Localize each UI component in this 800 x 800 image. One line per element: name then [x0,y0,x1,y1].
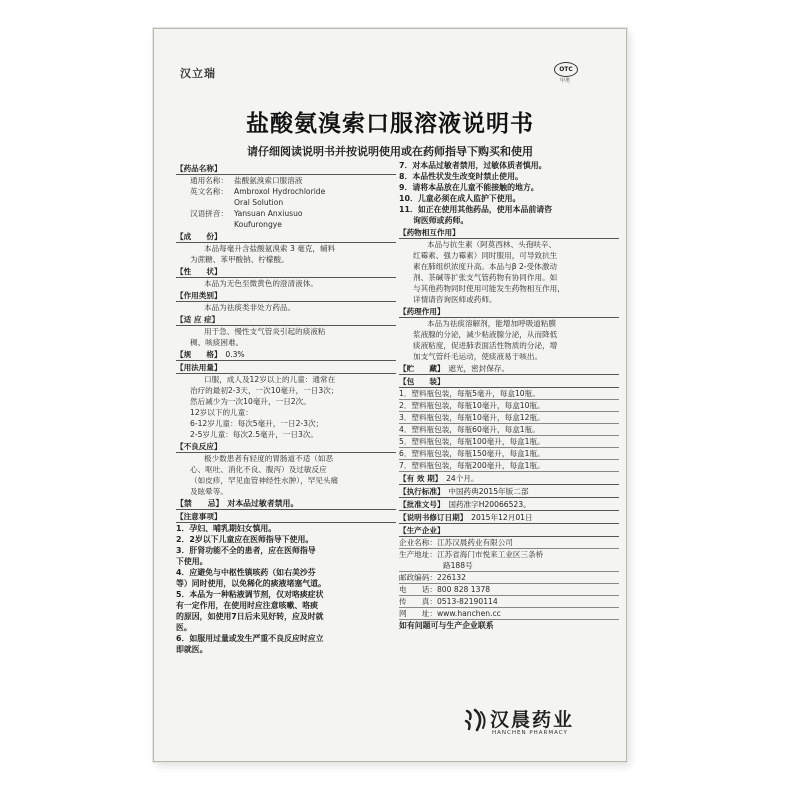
document-subtitle: 请仔细阅读说明书并按说明使用或在药师指导下购买和使用 [247,145,533,158]
section-header-properties: 【性 状】 [176,265,396,278]
text-line: 有一定作用，在使用时应注意咳嗽、咯痰 [176,601,319,610]
field-row [399,537,619,549]
field-row [399,584,619,596]
field-key: 电 话： [399,585,437,594]
text-line: 及眩晕等。 [190,487,228,496]
section-header-manufacturer: 【生产企业】 [399,524,619,537]
right-column [399,160,619,631]
field-value: 江苏汉晨药业有限公司 [436,538,513,547]
text-line: 5．塑料瓶包装，每瓶100毫升，每盒1瓶。 [399,436,619,448]
section-header-composition: 【成 份】 [176,230,396,243]
text-line: 6．如服用过量或发生严重不良反应时应立 [176,634,324,643]
text-line: 11．如正在使用其他药品，使用本品前请咨 [399,205,553,214]
spec-label: 【规 格】 [176,350,218,359]
text-line: 心、呕吐、消化不良、腹泻）及过敏反应 [190,465,327,474]
field-value: 江苏省海门市悦来工业区三条桥 [436,550,544,559]
text-line: 医。 [176,623,192,632]
section-header-revision [399,511,619,524]
text-line: 稠、咳痰困难。 [190,338,244,347]
field-key: 生产地址： [399,550,437,559]
text-line: 本品每毫升含盐酸氨溴索 3 毫克，辅料 [204,244,336,253]
hanchen-logo-icon [464,707,488,733]
text-line: 素在肺组织浓度升高。本品与β 2-受体激动 [413,262,557,271]
text-line: 剂、茶碱等扩张支气管药物有协同作用。如 [413,273,558,282]
field-value: Koufurongye [234,220,282,229]
field-row [399,560,619,572]
leaflet-page [153,28,627,762]
standard-value: 中国药典2015年版二部 [448,487,529,496]
contra-label: 【禁 忌】 [176,499,220,508]
text-line: 1．塑料瓶包装，每瓶5毫升，每盒10瓶。 [399,388,619,400]
otc-badge-icon: OTC [554,62,578,77]
text-line: 2．塑料瓶包装，每瓶10毫升，每盒10瓶。 [399,400,619,412]
logo-text-cn: 汉晨药业 [490,709,575,731]
validity-value: 24个月。 [446,474,479,483]
text-line: 为蔗糖、苯甲酸钠、柠檬酸。 [190,255,289,264]
field-value: Ambroxol Hydrochloride [234,187,326,196]
storage-value: 遮光，密封保存。 [448,364,510,373]
spec-value: 0.3% [225,350,245,359]
section-header-pharmacology: 【药理作用】 [399,305,619,318]
text-line: 询医师或药师。 [413,216,469,225]
text-line: 9．请将本品放在儿童不能接触的地方。 [399,183,539,192]
brand-name: 汉立瑞 [180,67,216,80]
text-line: 3．塑料瓶包装，每瓶10毫升，每盒12瓶。 [399,412,619,424]
section-header-approval [399,498,619,511]
field-value: 路188号 [443,561,473,570]
left-column [176,162,396,655]
text-line: 本品与抗生素（阿莫西林、头孢呋辛、 [427,240,557,249]
field-value: Oral Solution [234,198,284,207]
section-header-package: 【包 装】 [399,375,619,388]
text-line: 红霉素、强力霉素）同时服用，可导致抗生 [413,251,558,260]
revision-value: 2015年12月01日 [471,513,533,522]
text-line: 口服，成人及12岁以上的儿童：通常在 [204,375,336,384]
approval-label: 【批准文号】 [399,500,441,509]
text-line: 痰液粘度，促进肺表面活性物质的分泌，增 [413,341,558,350]
field-value: 800 828 1378 [436,585,491,594]
text-line: 5．本品为一种粘液调节剂，仅对咯痰症状 [176,590,324,599]
standard-label: 【执行标准】 [399,487,441,496]
text-line: （如皮疹，罕见血管神经性水肿），罕见头痛 [190,476,339,485]
document-title: 盐酸氨溴索口服溶液说明书 [246,110,534,137]
section-header-validity [399,472,619,485]
field-key: 企业名称： [399,538,437,547]
section-header-adverse: 【不良反应】 [176,440,396,453]
text-line: 本品为祛痰溶解剂，能增加呼吸道粘膜 [427,319,557,328]
text-line: 12岁以下的儿童： [190,408,253,417]
revision-label: 【说明书修订日期】 [399,513,464,522]
text-line: 4．应避免与中枢性镇咳药（如右美沙芬 [176,568,316,577]
section-header-contraindications [176,497,396,510]
field-key: 通用名称： [190,176,228,185]
section-header-precautions: 【注意事项】 [176,510,396,523]
text-line: 即就医。 [176,645,208,654]
text-line: 8．本品性状发生改变时禁止使用。 [399,172,523,181]
text-line: 用于急、慢性支气管炎引起的痰液粘 [204,327,326,336]
section-header-interactions: 【药物相互作用】 [399,226,619,239]
text-line: 4．塑料瓶包装，每瓶60毫升，每盒1瓶。 [399,424,619,436]
field-value: 0513-82190114 [436,597,498,606]
section-header-category: 【作用类别】 [176,289,396,302]
field-key: 英文名称： [190,187,228,196]
text-line: 等）同时使用，以免稀化的痰液堵塞气道。 [176,579,326,588]
section-header-storage [399,362,619,375]
text-line: 3．肝肾功能不全的患者，应在医师指导 [176,546,316,555]
field-row [399,549,619,560]
field-value: 盐酸氨溴索口服溶液 [234,176,303,185]
text-line: 详情请咨询医师或药师。 [413,295,497,304]
text-line: 1．孕妇、哺乳期妇女慎用。 [176,524,277,533]
section-header-usage: 【用法用量】 [176,361,396,374]
logo-text-en: HANCHEN PHARMACY [492,730,568,736]
section-header-indications: 【适 应 症】 [176,313,396,326]
contra-value: 对本品过敏者禁用。 [227,499,299,508]
text-line: 2-5岁儿童：每次2.5毫升，一日3次。 [190,430,319,439]
text-line: 6-12岁儿童：每次5毫升，一日2-3次； [190,419,324,428]
text-line: 7．塑料瓶包装，每瓶200毫升，每盒1瓶。 [399,460,619,472]
text-line: 的原因，如使用7日后未见好转，应及时就 [176,612,324,621]
text-line: 然后减少为一次10毫升，一日2次。 [190,397,311,406]
text-line: 治疗的最初2-3天，一次10毫升，一日3次； [190,386,339,395]
field-row [399,572,619,584]
text-line: 与其他药物同时使用可能发生药物相互作用， [413,284,565,293]
text-line: 下使用。 [176,557,208,566]
field-value: Yansuan Anxiusuo [234,209,303,218]
text-line: 加支气管纤毛运动，使痰液易于咳出。 [413,352,543,361]
field-row [399,596,619,608]
field-key: 网 址： [399,609,437,618]
text-line: 6．塑料瓶包装，每瓶150毫升，每盒1瓶。 [399,448,619,460]
field-value: 226132 [436,573,466,582]
text-line: 10．儿童必须在成人监护下使用。 [399,194,521,203]
field-value: www.hanchen.cc [436,609,501,618]
otc-category: 甲类 [559,78,570,84]
text-line: 本品为祛痰类非处方药品。 [204,303,296,312]
approval-value: 国药准字H20066523。 [448,500,531,509]
company-logo [464,705,594,745]
field-row [399,608,619,620]
field-key: 汉语拼音： [190,209,228,218]
storage-label: 【贮 藏】 [399,364,441,373]
section-header-name: 【药品名称】 [176,162,396,175]
text-line: 本品为无色至微黄色的澄清液体。 [204,279,318,288]
text-line: 2．2岁以下儿童应在医师指导下使用。 [176,535,314,544]
text-line: 浆液腺的分泌，减少粘液腺分泌，从而降低 [413,330,558,339]
validity-label: 【有 效 期】 [399,474,439,483]
text-line: 极少数患者有轻度的胃肠道不适（如恶 [204,454,334,463]
field-key: 传 真： [399,597,437,606]
section-header-standard [399,485,619,498]
text-line: 7．对本品过敏者禁用，过敏体质者慎用。 [399,161,547,170]
section-header-spec [176,348,396,361]
field-key: 邮政编码： [399,573,437,582]
contact-note: 如有问题可与生产企业联系 [399,621,494,630]
